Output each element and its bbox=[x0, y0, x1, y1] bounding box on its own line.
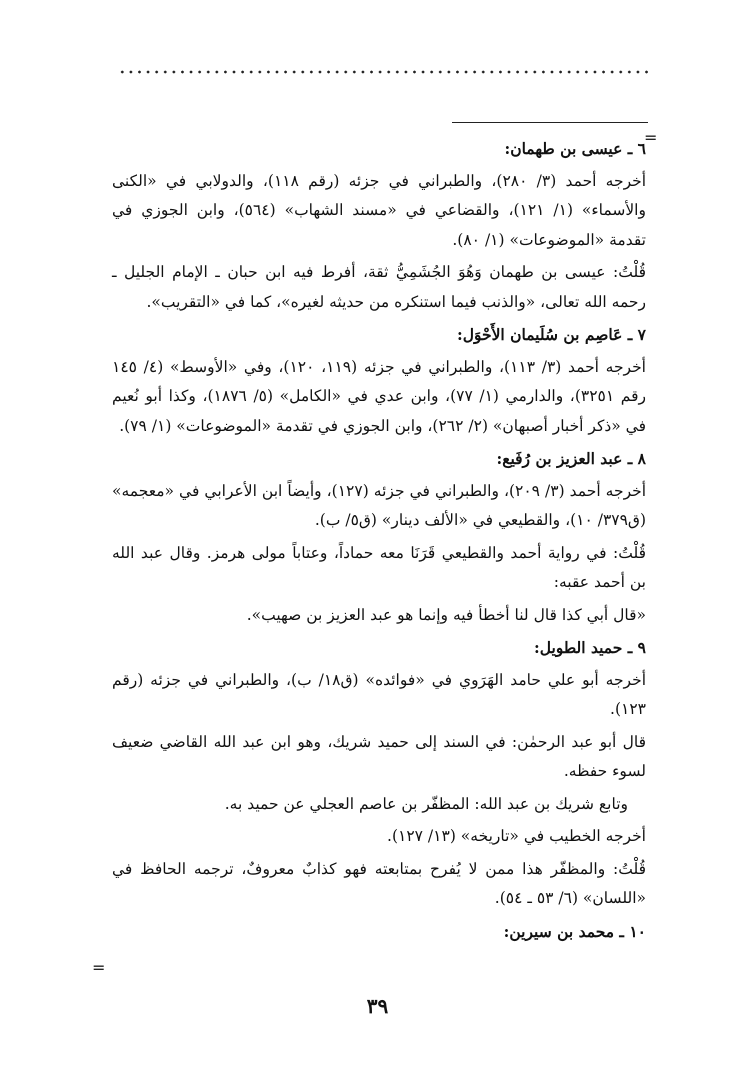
dotted-separator bbox=[118, 70, 648, 74]
section-heading-6: ٦ ـ عيسى بن طهمان: bbox=[504, 139, 646, 158]
footnote-continuation-mark-top: = bbox=[644, 128, 658, 147]
footnote-rule bbox=[452, 122, 648, 123]
section-heading-9: ٩ ـ حميد الطويل: bbox=[534, 638, 646, 657]
page-number: ٣٩ bbox=[366, 994, 389, 1018]
paragraph: أخرجه أحمد (٣/ ٢٠٩)، والطبراني في جزئه (١٢٧)، وأيضاً ابن الأعرابي في «معجمه» (ق٣٧٩/ ١٠)، والقطيعي في «الألف دينار» (ق٥/ ب). bbox=[112, 481, 647, 529]
paragraph: أخرجه أبو علي حامد الهَرَوي في «فوائده» (ق١٨/ ب)، والطبراني في جزئه (رقم ١٢٣). bbox=[112, 670, 646, 718]
section-heading-7: ٧ ـ عَاصِم بن سُلَيمان الأَحْوَل: bbox=[457, 325, 646, 344]
paragraph: قُلْتُ: عيسى بن طهمان وَهُوَ الجُشَمِيُّ ثقة، أفرط فيه ابن حبان ـ الإمام الجليل ـ رحمه الله تعالى، «والذنب فيما استنكره من حديثه لغيره»، كما في «التقريب». bbox=[112, 263, 646, 311]
paragraph: قُلْتُ: والمظفّر هذا ممن لا يُفرح بمتابعته فهو كذابٌ معروفٌ، ترجمه الحافظ في «اللسان» (٦/ ٥٣ ـ ٥٤). bbox=[112, 859, 646, 907]
paragraph: أخرجه الخطيب في «تاريخه» (١٣/ ١٢٧). bbox=[387, 827, 646, 845]
footnote-text bbox=[112, 134, 646, 949]
section-heading-10: ١٠ ـ محمد بن سيرين: bbox=[503, 921, 646, 941]
paragraph: قال أبو عبد الرحمٰن: في السند إلى حميد شريك، وهو ابن عبد الله القاضي ضعيف لسوء حفظه. bbox=[112, 732, 646, 780]
paragraph: أخرجه أحمد (٣/ ١١٣)، والطبراني في جزئه (١١٩، ١٢٠)، وفي «الأوسط» (٤/ ١٤٥ رقم ٣٢٥١)، والدارمي (١/ ٧٧)، وابن عدي في «الكامل» (٥/ ١٨٧٦)، وكذا أبو نُعيم في «ذكر أخبار أصبهان» (٢/ ٢٦٢)، وابن الجوزي في تقدمة «الموضوعات» (١/ ٧٩). bbox=[112, 357, 646, 435]
paragraph: قُلْتُ: في رواية أحمد والقطيعي قَرَنَا معه حماداً، وعتاباً مولى هرمز. وقال عبد الله بن أحمد عقبه: bbox=[112, 543, 646, 591]
section-heading-8: ٨ ـ عبد العزيز بن رُفَيع: bbox=[496, 449, 646, 468]
quotation: «قال أبي كذا قال لنا أخطأ فيه وإنما هو عبد العزيز بن صهيب». bbox=[246, 605, 646, 624]
paragraph: أخرجه أحمد (٣/ ٢٨٠)، والطبراني في جزئه (رقم ١١٨)، والدولابي في «الكنى والأسماء» (١/ ١٢١)، والقضاعي في «مسند الشهاب» (٥٦٤)، وابن الجوزي في تقدمة «الموضوعات» (١/ ٨٠). bbox=[112, 171, 647, 249]
footnote-continuation-mark-bottom: = bbox=[92, 958, 106, 977]
paragraph: وتابع شريك بن عبد الله: المظفّر بن عاصم العجلي عن حميد به. bbox=[224, 794, 628, 813]
